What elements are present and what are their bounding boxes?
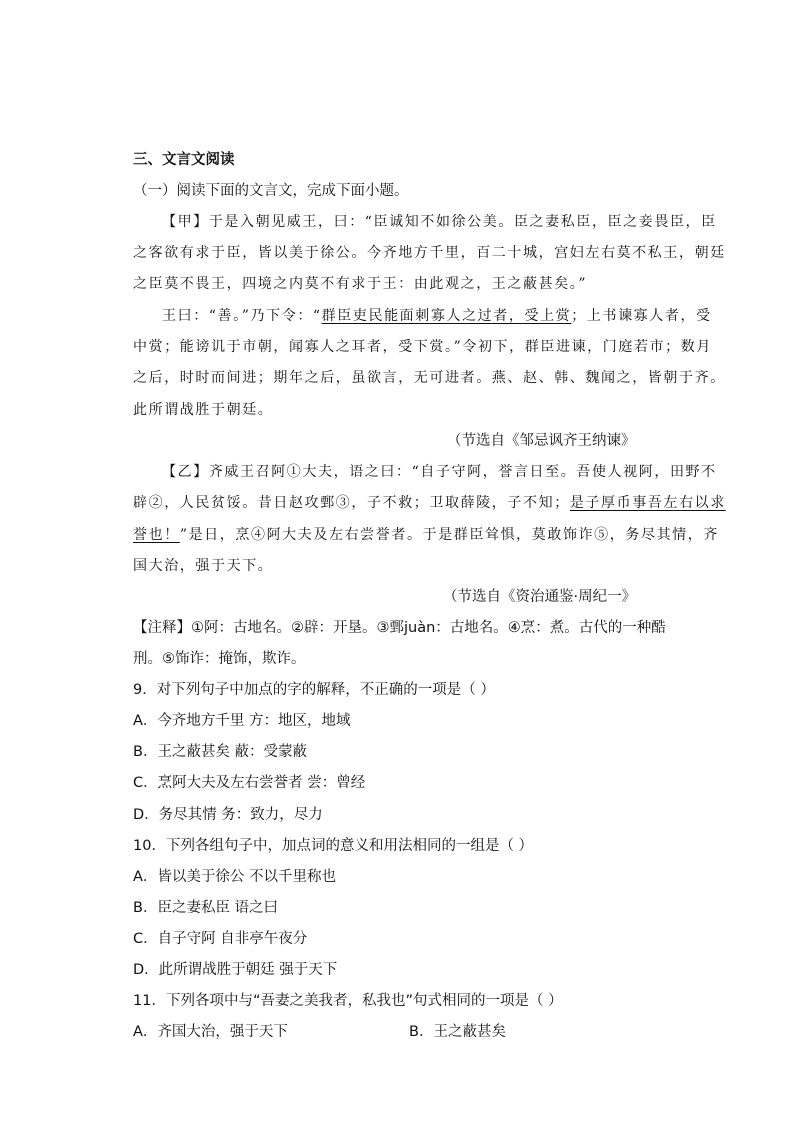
option-d: D．此所谓战胜于朝廷 强于天下 — [133, 962, 338, 978]
section-title: 三、文言文阅读 — [133, 152, 235, 168]
option-d: D．务尽其情 务：致力，尽力 — [133, 807, 323, 823]
passage-line — [133, 493, 726, 513]
passage-line: 之臣莫不畏王，四境之内莫不有求于王：由此观之，王之蔽甚矣。” — [133, 276, 588, 292]
question-stem: 10．下列各组句子中，加点词的意义和用法相同的一组是（ ） — [133, 838, 534, 854]
underlined-sentence: 是子厚币事吾左右以求 — [569, 495, 726, 511]
passage-line: 【乙】齐威王召阿①大夫，语之曰：“自子守阿，誉言日至。吾使人视阿，田野不 — [162, 464, 717, 480]
underlined-sentence: 誉也！ — [133, 527, 180, 543]
text-span: ；上书谏寡人者，受 — [571, 308, 712, 324]
option-a: A．齐国大治，强于天下 — [133, 1024, 288, 1040]
option-c: C．自子守阿 自非亭午夜分 — [133, 931, 308, 947]
text-span: 王曰：“善。”乃下令：“ — [162, 308, 322, 324]
question-stem: 11．下列各项中与“吾妻之美我者，私我也”句式相同的一项是（ ） — [133, 993, 563, 1009]
passage-line — [133, 525, 719, 545]
text-span: ”是日，烹④阿大夫及左右尝誉者。于是群臣耸惧，莫敢饰诈⑤，务尽其情，齐 — [179, 527, 719, 543]
sub-title: （一）阅读下面的文言文，完成下面小题。 — [133, 183, 409, 199]
passage-line: 国大治，强于天下。 — [133, 558, 274, 574]
passage-line: 【甲】于是入朝见威王，曰：“臣诚知不如徐公美。臣之妻私臣，臣之妾畏臣，臣 — [162, 214, 717, 230]
question-stem: 9．对下列句子中加点的字的解释，不正确的一项是（ ） — [133, 682, 495, 698]
underlined-sentence: 群臣吏民能面刺寡人之过者，受上赏 — [321, 308, 572, 324]
passage-line — [162, 306, 712, 326]
option-c: C．烹阿大夫及左右尝誉者 尝：曾经 — [133, 775, 366, 791]
option-a: A．皆以美于徐公 不以千里称也 — [133, 869, 337, 885]
option-b: B．臣之妻私臣 语之曰 — [133, 900, 279, 916]
passage-source: （节选自《资治通鉴·周纪一》 — [443, 589, 637, 605]
note-line: 【注释】①阿：古地名。②辟：开垦。③鄄juàn：古地名。④烹：煮。古代的一种酷 — [133, 620, 666, 636]
text-span: 辟②，人民贫馁。昔日赵攻鄄③，子不救；卫取薛陵，子不知； — [133, 495, 570, 511]
passage-line: 此所谓战胜于朝廷。 — [133, 402, 274, 418]
note-line: 刑。⑤饰诈：掩饰，欺诈。 — [133, 651, 306, 667]
passage-source: （节选自《邹忌讽齐王纳谏》 — [447, 433, 636, 449]
option-a: A．今齐地方千里 方：地区，地域 — [133, 713, 351, 729]
option-b: B．王之蔽甚矣 蔽：受蒙蔽 — [133, 744, 308, 760]
passage-line: 之后，时时而间进；期年之后，虽欲言，无可进者。燕、赵、韩、魏闻之，皆朝于齐。 — [133, 370, 726, 386]
passage-line: 中赏；能谤讥于市朝，闻寡人之耳者，受下赏。”令初下，群臣进谏，门庭若市；数月 — [133, 339, 712, 355]
option-b: B．王之蔽甚矣 — [409, 1024, 506, 1040]
passage-line: 之客欲有求于臣，皆以美于徐公。今齐地方千里，百二十城，宫妇左右莫不私王，朝廷 — [133, 245, 726, 261]
